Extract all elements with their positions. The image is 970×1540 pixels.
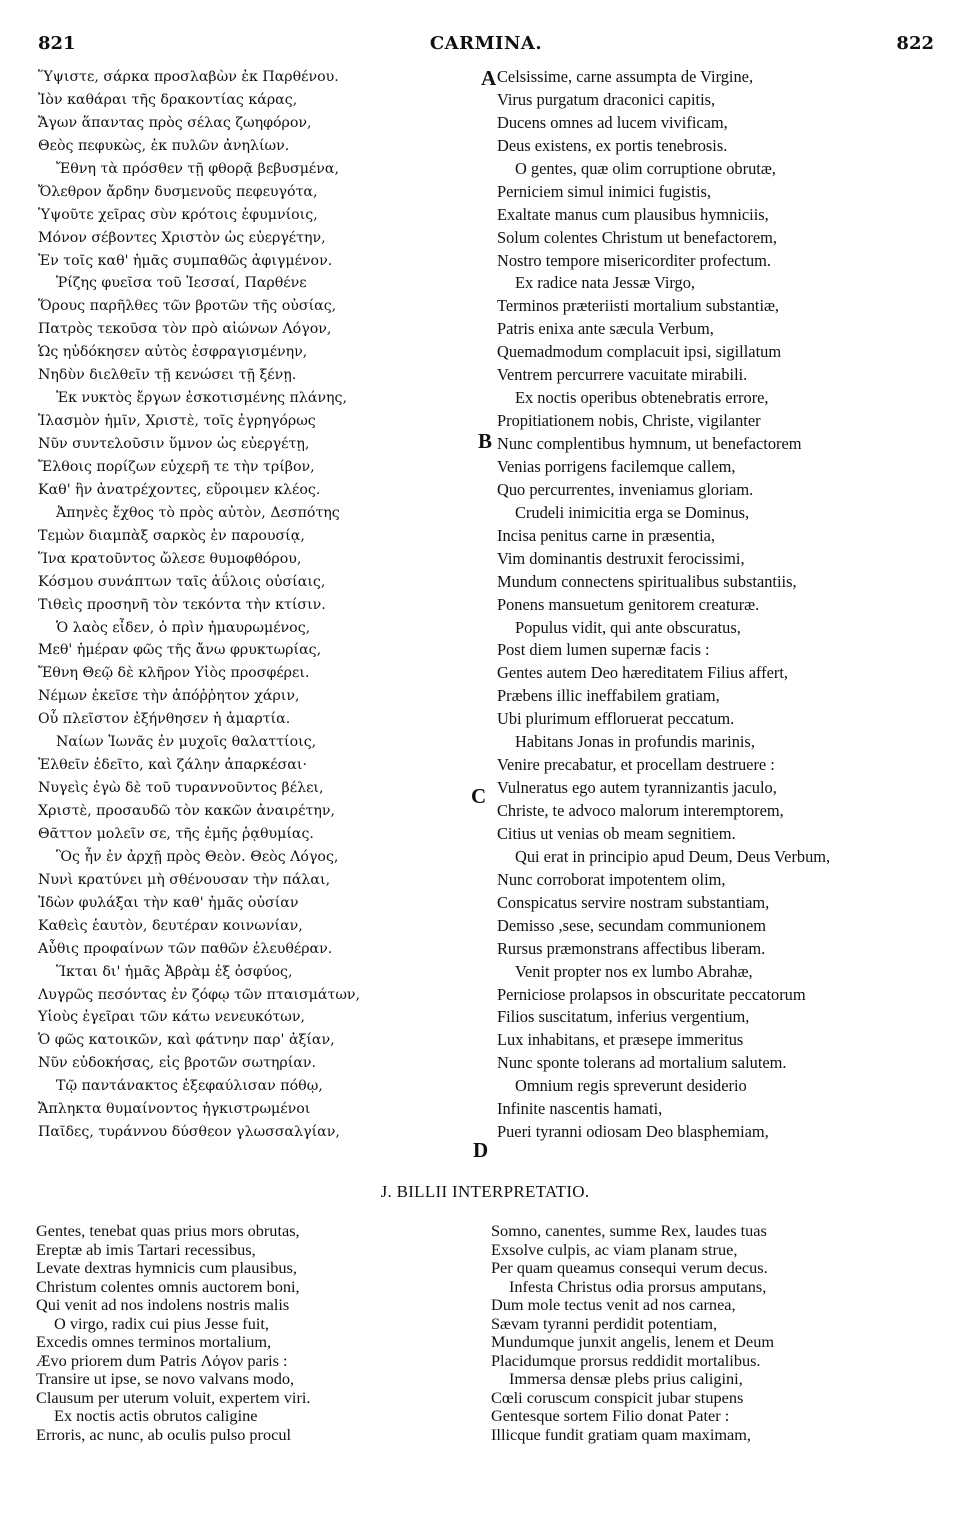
left-page-number: 821 (38, 33, 76, 54)
text-line: Conspicatus servire nostram substantiam, (497, 892, 770, 912)
text-line: Nunc complentibus hymnum, ut benefactorem (497, 434, 802, 453)
greek-text-column (38, 66, 458, 1144)
text-line: Θᾶττον μολεῖν σε, τῆς ἐμῆς ῥᾳθυμίας. (38, 825, 314, 842)
text-line: Placidumque prorsus reddidit mortalibus. (491, 1350, 761, 1370)
text-line: Νηδὺν διελθεῖν τῇ κενώσει τῇ ξένῃ. (38, 367, 297, 384)
text-line: Ὡς ηὐδόκησεν αὐτὸς ἐσφραγισμένην, (38, 344, 308, 361)
text-line: Demisso ,sese, secundam communionem (497, 915, 767, 935)
text-line: Ἐν τοῖς καθ' ἡμᾶς συμπαθῶς ἀφιγμένον. (38, 252, 333, 269)
text-line: Sævam tyranni perdidit potentiam, (491, 1313, 718, 1333)
text-line: Μεθ' ἡμέραν φῶς τῆς ἄνω φρυκτωρίας, (38, 642, 322, 659)
text-line: Ὄλεθρον ἄρδην δυσμενοῦς πεφευγότα, (38, 183, 318, 200)
text-line: Νυνὶ κρατύνει μὴ σθένουσαν τὴν πάλαι, (38, 871, 331, 888)
text-line: Gentes, tenebat quas prius mors obrutas, (36, 1221, 300, 1240)
text-line: Ventrem percurrere vacuitate mirabili. (497, 365, 748, 385)
text-line: Ἄπληκτα θυμαίνοντος ἠγκιστρωμένοι (38, 1101, 311, 1118)
margin-marker-b: B (478, 429, 493, 453)
text-line: Ubi plurimum effloruerat peccatum. (497, 709, 735, 729)
text-line: Αὖθις προφαίνων τῶν παθῶν ἐλευθέραν. (38, 940, 333, 957)
text-line: Pueri tyranni odiosam Deo blasphemiam, (497, 1122, 769, 1142)
text-line: Ὃς ἦν ἐν ἀρχῇ πρὸς Θεὸν. Θεὸς Λόγος, (56, 848, 339, 865)
text-line: Venit propter nos ex lumbo Abrahæ, (515, 961, 753, 981)
text-line: Ἵκται δι' ἡμᾶς Ἀβρὰμ ἐξ ὀσφύος, (56, 963, 293, 980)
text-line: Ἀπηνὲς ἔχθος τὸ πρὸς αὐτὸν, Δεσπότης (56, 504, 340, 521)
text-line: Mundumque junxit angelis, lenem et Deum (491, 1332, 775, 1351)
text-line: Ex noctis actis obrutos caligine (54, 1406, 258, 1425)
text-line: Perniciem simul inimici fugistis, (497, 181, 711, 201)
text-line: Deus existens, ex portis tenebrosis. (497, 135, 728, 155)
margin-marker-c: C (471, 784, 487, 808)
text-line: Clausum per uterum voluit, expertem viri. (36, 1387, 311, 1407)
text-line: Habitans Jonas in profundis marinis, (515, 732, 755, 752)
margin-marker-a: A (481, 66, 497, 90)
text-line: Excedis omnes terminos mortalium, (36, 1332, 272, 1351)
text-line: Ῥίζης φυεῖσα τοῦ Ἰεσσαί, Παρθένε (56, 275, 307, 292)
text-line: Ex radice nata Jessæ Virgo, (515, 273, 696, 293)
text-line: Ἐκ νυκτὸς ἔργων ἐσκοτισμένης πλάνης, (56, 390, 348, 407)
text-line: Μόνον σέβοντες Χριστὸν ὡς εὐεργέτην, (38, 229, 326, 246)
text-line: Ἰδὼν φυλάξαι τὴν καθ' ἡμᾶς οὐσίαν (38, 894, 299, 911)
latin-text-column (497, 66, 937, 1144)
text-line: Somno, canentes, summe Rex, laudes tuas (491, 1221, 767, 1240)
text-line: Qui venit ad nos indolens nostris malis (36, 1295, 290, 1314)
text-line: Ἔλθοις πορίζων εὐχερῆ τε τὴν τρίβον, (38, 458, 315, 475)
text-line: Ex noctis operibus obtenebratis errore, (515, 388, 769, 408)
text-line: Per quam queamus consequi verum decus. (491, 1258, 768, 1277)
text-line: Ὕψιστε, σάρκα προσλαβὼν ἐκ Παρθένου. (38, 69, 339, 85)
text-line: Ducens omnes ad lucem vivificam, (497, 112, 728, 132)
text-line: Præbens illic ineffabilem gratiam, (497, 686, 720, 706)
text-line: Nunc sponte tolerans ad mortalium salutem. (497, 1053, 787, 1073)
billius-right-column (491, 1222, 931, 1444)
text-line: Ἄγων ἅπαντας πρὸς σέλας ζωηφόρον, (38, 114, 312, 131)
text-line: Τῷ παντάνακτος ἐξεφαύλισαν πόθῳ, (56, 1078, 323, 1095)
text-line: Christe, te advoco malorum interemptorem, (497, 801, 784, 820)
text-line: Erroris, ac nunc, ab oculis pulso procul (36, 1424, 292, 1444)
text-line: Νυγεὶς ἐγὼ δὲ τοῦ τυραννοῦντος βέλει, (38, 780, 324, 797)
text-line: Ὅρους παρῆλθες τῶν βροτῶν τῆς οὐσίας, (38, 298, 337, 315)
text-line: Gentesque sortem Filio donat Pater : (491, 1406, 730, 1425)
text-line: Ἱλασμὸν ἡμῖν, Χριστὲ, τοῖς ἐγρηγόρως (38, 413, 316, 430)
section-title: J. BILLII INTERPRETATIO. (380, 1182, 590, 1201)
text-line: Lux inhabitans, et præsepe immeritus (497, 1030, 744, 1050)
text-line: Ὑψοῦτε χεῖρας σὺν κρότοις ἐφυμνίοις, (38, 206, 318, 223)
text-line: Qui erat in principio apud Deum, Deus Verbum, (515, 846, 831, 866)
text-line: Ponens mansuetum genitorem creaturæ. (497, 594, 760, 614)
text-line: Rursus præmonstrans affectibus liberam. (497, 938, 766, 958)
right-page-number: 822 (896, 33, 934, 54)
text-line: Celsissime, carne assumpta de Virgine, (497, 67, 754, 86)
text-line: Ævo priorem dum Patris Λόγον paris : (36, 1350, 288, 1370)
text-line: Transire ut ipse, se novo valvans modo, (36, 1369, 295, 1388)
text-line: Τεμὼν διαμπὰξ σαρκὸς ἐν παρουσίᾳ, (38, 527, 305, 544)
text-line: Νέμων ἐκεῖσε τὴν ἀπόῤῥητον χάριν, (38, 688, 300, 705)
text-line: Venias porrigens facilemque callem, (497, 456, 736, 476)
text-line: Παῖδες, τυράννου δύσθεον γλωσσαλγίαν, (38, 1124, 340, 1141)
text-line: Post diem lumen supernæ facis : (497, 640, 710, 660)
text-line: Θεὸς πεφυκὼς, ἐκ πυλῶν ἀνηλίων. (38, 137, 290, 154)
text-line: Ἔθνη Θεῷ δὲ κλῆρον Υἱὸς προσφέρει. (38, 665, 310, 682)
text-line: Virus purgatum draconici capitis, (497, 89, 716, 109)
text-line: Vim dominantis destruxit ferocissimi, (497, 548, 745, 568)
text-line: Quemadmodum complacuit ipsi, sigillatum (497, 342, 782, 362)
text-line: Πατρὸς τεκοῦσα τὸν πρὸ αἰώνων Λόγον, (38, 321, 332, 338)
text-line: Υἱοὺς ἐγεῖραι τῶν κάτω νενευκότων, (38, 1009, 306, 1026)
text-line: Omnium regis spreverunt desiderio (515, 1076, 747, 1096)
text-line: Levate dextras hymnicis cum plausibus, (36, 1258, 297, 1277)
text-line: Καθ' ἣν ἀνατρέχοντες, εὕροιμεν κλέος. (38, 481, 321, 498)
text-line: Immersa densæ plebs prius caligini, (509, 1369, 743, 1388)
running-title: CARMINA. (429, 33, 543, 54)
text-line: Incisa penitus carne in præsentia, (497, 525, 716, 545)
text-line: Mundum connectens spiritualibus substantiis, (497, 571, 797, 591)
text-line: Perniciose prolapsos in obscuritate peccatorum (497, 984, 806, 1004)
text-line: O gentes, quæ olim corruptione obrutæ, (515, 158, 776, 178)
text-line: Κόσμου συνάπτων ταῖς ἀΰλοις οὐσίαις, (38, 573, 326, 590)
text-line: Infesta Christus odia prorsus amputans, (509, 1276, 767, 1296)
text-line: Nunc corroborat impotentem olim, (497, 869, 726, 889)
text-line: Exsolve culpis, ac viam planam strue, (491, 1239, 738, 1259)
page-header (38, 33, 934, 59)
text-line: Solum colentes Christum ut benefactorem, (497, 227, 777, 247)
text-line: Οὗ πλεῖστον ἐξήνθησεν ἡ ἁμαρτία. (38, 711, 291, 728)
text-line: Νῦν συντελοῦσιν ὕμνον ὡς εὐεργέτῃ, (38, 436, 310, 452)
text-line: O virgo, radix cui pius Jesse fuit, (54, 1313, 269, 1333)
text-line: Exaltate manus cum plausibus hymniciis, (497, 204, 769, 224)
text-line: Citius ut venias ob meam segnitiem. (497, 823, 736, 843)
text-line: Populus vidit, qui ante obscuratus, (515, 617, 741, 637)
text-line: Gentes autem Deo hæreditatem Filius affert, (497, 663, 789, 683)
text-line: Ὁ λαὸς εἶδεν, ὁ πρὶν ἠμαυρωμένος, (56, 619, 311, 636)
text-line: Ὁ φῶς κατοικῶν, καὶ φάτνην παρ' ἀξίαν, (38, 1032, 335, 1049)
text-line: Ἵνα κρατοῦντος ὤλεσε θυμοφθόρου, (38, 550, 302, 567)
margin-marker-d: D (473, 1138, 489, 1162)
text-line: Terminos præteriisti mortalium substantiæ, (497, 296, 780, 316)
text-line: Ereptæ ab imis Tartari recessibus, (36, 1239, 256, 1259)
text-line: Λυγρῶς πεσόντας ἐν ζόφῳ τῶν πταισμάτων, (38, 986, 361, 1003)
text-line: Christum colentes omnis auctorem boni, (36, 1276, 300, 1296)
text-line: Ἐλθεῖν ἐδεῖτο, καὶ ζάλην ἀπαρκέσαι· (38, 757, 307, 774)
text-line: Nostro tempore misericorditer profectum. (497, 250, 771, 270)
text-line: Filios suscitatum, inferius vergentium, (497, 1007, 750, 1027)
text-line: Crudeli inimicitia erga se Dominus, (515, 502, 750, 522)
text-line: Infinite nascentis hamati, (497, 1099, 663, 1119)
text-line: Patris enixa ante sæcula Verbum, (497, 319, 714, 339)
text-line: Illicque fundit gratiam quam maximam, (491, 1424, 751, 1444)
text-line: Propitiationem nobis, Christe, vigilanter (497, 411, 761, 431)
text-line: Χριστὲ, προσαυδῶ τὸν κακῶν ἀναιρέτην, (38, 803, 335, 819)
billius-left-column (36, 1222, 466, 1444)
text-line: Ἰὸν καθάραι τῆς δρακοντίας κάρας, (38, 91, 298, 108)
text-line: Vulneratus ego autem tyrannizantis jaculo, (497, 778, 777, 798)
text-line: Τιθεὶς προσηνῆ τὸν τεκόντα τὴν κτίσιν. (38, 596, 326, 613)
text-line: Ναίων Ἰωνᾶς ἐν μυχοῖς θαλαττίοις, (56, 734, 317, 751)
text-line: Ἔθνη τὰ πρόσθεν τῇ φθορᾷ βεβυσμένα, (56, 160, 339, 177)
text-line: Dum mole tectus venit ad nos carnea, (491, 1295, 736, 1314)
text-line: Νῦν εὐδοκήσας, εἰς βροτῶν σωτηρίαν. (38, 1055, 317, 1072)
text-line: Cœli coruscum conspicit jubar stupens (491, 1387, 744, 1407)
text-line: Venire precabatur, et procellam destruere : (497, 755, 775, 775)
text-line: Quo percurrentes, inveniamus gloriam. (497, 479, 754, 499)
text-line: Καθεὶς ἑαυτὸν, δευτέραν κοινωνίαν, (38, 917, 303, 934)
